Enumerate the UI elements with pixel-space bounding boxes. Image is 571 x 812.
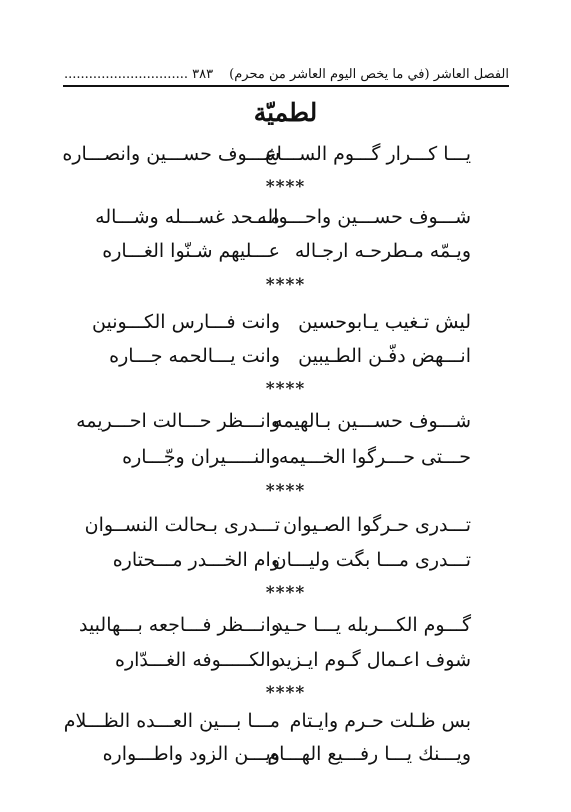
verse-first-half: انـــهض دفّـن الطـيبين: [298, 345, 471, 367]
stanza-separator: ****: [265, 583, 306, 603]
verse-first-half: ويـمّه مـطرحـه ارجـاله: [294, 240, 471, 262]
verse-second-half: وانـــظر حـــالت احـــريمه: [76, 410, 280, 432]
verse-second-half: شـــوف حســـين وانصـــاره: [62, 143, 280, 165]
verse-second-half: والنـــــيران وجّـــاره: [122, 446, 280, 468]
verse-first-half: حـــتى حـــرگوا الخـــيمه: [278, 446, 471, 468]
running-header: [64, 62, 509, 82]
verse-second-half: وانت فـــارس الكـــونين: [92, 311, 280, 333]
header-rule: [63, 85, 509, 87]
verse-first-half: يـــا كـــرار گـــوم الســـاع: [265, 143, 471, 165]
verse-line: [70, 206, 501, 234]
verse-line: [70, 614, 501, 642]
verse-first-half: گـــوم الكـــربله يـــا حـيد: [274, 614, 471, 636]
verse-first-half: شـــوف حســـين بـالهيمه: [273, 410, 471, 432]
verse-first-half: شـــوف حســـين واحـــواله: [257, 206, 471, 228]
verse-second-half: مـــحد غســـله وشـــاله: [95, 206, 280, 228]
stanza-separator: ****: [265, 481, 306, 501]
verse-line: [70, 345, 501, 373]
verse-line: [70, 514, 501, 542]
verse-second-half: وانت يـــالحمه جـــاره: [109, 345, 280, 367]
verse-line: [70, 549, 501, 577]
verse-first-half: ويـــنك يـــا رفـــيع الهـــام: [267, 743, 471, 765]
verse-second-half: مـــا بـــين العـــده الظـــلام: [63, 710, 280, 732]
verse-second-half: وانـــظر فـــاجعه بـــهالبيد: [78, 614, 280, 636]
verse-first-half: تـــدری مـــا بگت وليـــان: [272, 549, 471, 571]
stanza-separator: ****: [265, 683, 306, 703]
verse-first-half: تـــدری حـرگوا الصـيوان: [283, 514, 471, 536]
verse-line: [70, 410, 501, 438]
verse-second-half: وام الخـــدر مـــحتاره: [112, 549, 280, 571]
header-dots: ..............................: [64, 67, 188, 82]
verse-line: [63, 710, 501, 738]
verse-first-half: شوف اعـمال گـوم ايـزيد: [276, 649, 471, 671]
verse-line: [62, 143, 501, 171]
verse-line: [70, 311, 501, 339]
verse-second-half: عـــليهم شـنّوا الغـــاره: [102, 240, 280, 262]
poem-title: لطميّة: [253, 98, 318, 127]
verse-line: [70, 240, 501, 268]
stanza-separator: ****: [265, 275, 306, 295]
page-number: ٣٨٣: [192, 67, 214, 82]
page-number-line: [64, 67, 213, 82]
verse-line: [70, 649, 501, 677]
chapter-title: الفصل العاشر (في ما يخص اليوم العاشر من محرم): [229, 67, 509, 82]
verse-line: [70, 446, 501, 474]
stanza-separator: ****: [265, 177, 306, 197]
stanza-separator: ****: [265, 379, 306, 399]
verse-second-half: تـــدری بـحالت النســوان: [84, 514, 280, 536]
verse-second-half: والكـــــوفه الغـــدّاره: [114, 649, 280, 671]
verse-first-half: ليش تـغيب يـابوحسين: [298, 311, 471, 333]
verse-first-half: بس ظـلت حـرم وايـتام: [289, 710, 471, 732]
verse-line: [70, 743, 501, 771]
verse-second-half: ويـــن الزود واطـــواره: [102, 743, 280, 765]
